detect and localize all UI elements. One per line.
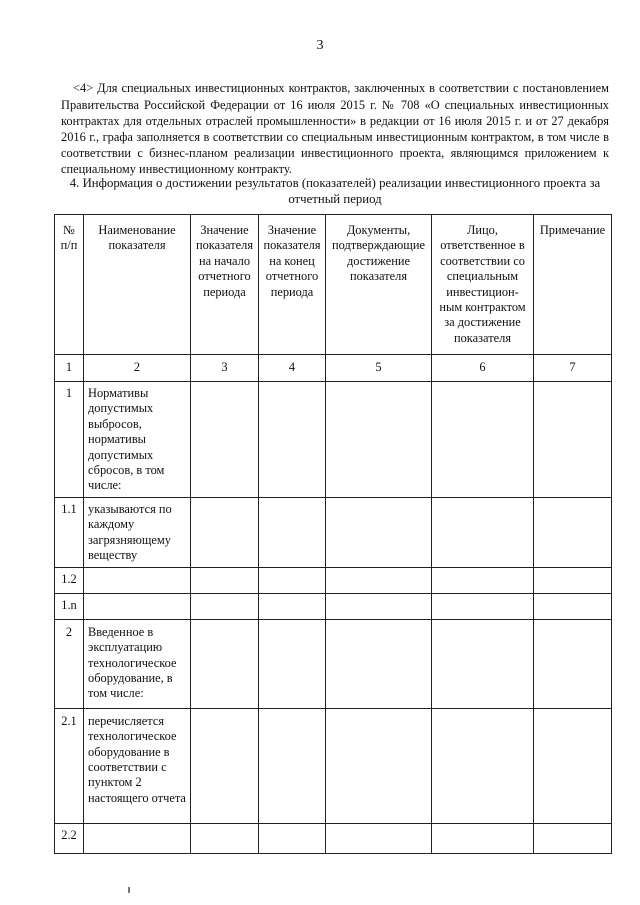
row-indicator-name: Введенное в эксплуатацию технологическое оборудование, в том числе: [84,619,191,708]
cell-value-end [259,823,326,853]
row-number: 1.1 [55,497,84,567]
row-number: 2 [55,619,84,708]
table-row [55,382,612,498]
column-number: 5 [326,355,432,382]
cell-documents [326,823,432,853]
column-number: 1 [55,355,84,382]
cell-note [534,593,612,619]
cell-responsible-person [432,497,534,567]
cell-value-start [191,823,259,853]
cell-responsible-person [432,567,534,593]
header-note: Примечание [534,215,612,355]
header-value-end: Значение показателя на конец отчетного периода [259,215,326,355]
cell-value-start [191,497,259,567]
header-value-start: Значение показателя на начало отчетного периода [191,215,259,355]
cell-documents [326,382,432,498]
row-indicator-name: Нормативы допустимых выбросов, нормативы допустимых сбросов, в том числе: [84,382,191,498]
column-number: 7 [534,355,612,382]
cell-value-end [259,593,326,619]
cell-responsible-person [432,619,534,708]
row-number: 1 [55,382,84,498]
cell-value-start [191,619,259,708]
cell-value-start [191,382,259,498]
results-table [54,214,612,854]
cell-note [534,497,612,567]
cell-responsible-person [432,708,534,823]
cell-responsible-person [432,593,534,619]
cell-value-end [259,708,326,823]
table-row [55,823,612,853]
cell-documents [326,619,432,708]
table-header-row [55,215,612,355]
column-number: 6 [432,355,534,382]
cell-value-end [259,382,326,498]
cell-responsible-person [432,382,534,498]
table-row [55,497,612,567]
page-number: 3 [316,38,324,53]
row-indicator-name [84,823,191,853]
table-row [55,567,612,593]
column-number: 2 [84,355,191,382]
row-number: 2.2 [55,823,84,853]
row-number: 1.n [55,593,84,619]
header-documents: Документы, подтверждающие достижение показателя [326,215,432,355]
cell-value-end [259,567,326,593]
row-indicator-name: перечисляется технологическое оборудование в соответствии с пунктом 2 настоящего отчета [84,708,191,823]
column-number: 4 [259,355,326,382]
table-row [55,708,612,823]
cell-documents [326,593,432,619]
row-number: 1.2 [55,567,84,593]
column-number-row [55,355,612,382]
row-number: 2.1 [55,708,84,823]
cell-value-start [191,567,259,593]
header-responsible-person: Лицо, ответственное в соответствии со специальным инвестицион-ным контрактом за достижение показателя [432,215,534,355]
cell-documents [326,497,432,567]
cell-responsible-person [432,823,534,853]
table-row [55,593,612,619]
table-row [55,619,612,708]
row-indicator-name [84,593,191,619]
cell-value-start [191,708,259,823]
cell-value-start [191,593,259,619]
cell-value-end [259,497,326,567]
cell-note [534,708,612,823]
cell-note [534,567,612,593]
cell-documents [326,567,432,593]
section-title: 4. Информация о достижении результатов (показателей) реализации инвестиционного проекта за отчетный период [69,176,601,206]
column-number: 3 [191,355,259,382]
cell-value-end [259,619,326,708]
cell-documents [326,708,432,823]
cell-note [534,619,612,708]
footnote-4: <4> Для специальных инвестиционных контрактов, заключенных в соответствии с постановлением Правительства Российской Федерации от 16 июля 2015 г. № 708 «О специальных инвестиционных контрактах для отдельных отраслей промышленности» в редакции от 16 июля 2015 г. и от 27 декабря 2016 г., графа заполняется в соответствии со специальным инвестиционным контрактом, в том числе в соответствии с бизнес-планом реализации инвестиционного проекта, являющимся приложением к специальному инвестиционному контракту. [61,81,609,177]
row-indicator-name [84,567,191,593]
row-indicator-name: указываются по каждому загрязняющему веществу [84,497,191,567]
cell-note [534,823,612,853]
cell-note [534,382,612,498]
scan-mark [128,887,130,893]
header-indicator-name: Наименование показателя [84,215,191,355]
header-number: № п/п [55,215,84,355]
